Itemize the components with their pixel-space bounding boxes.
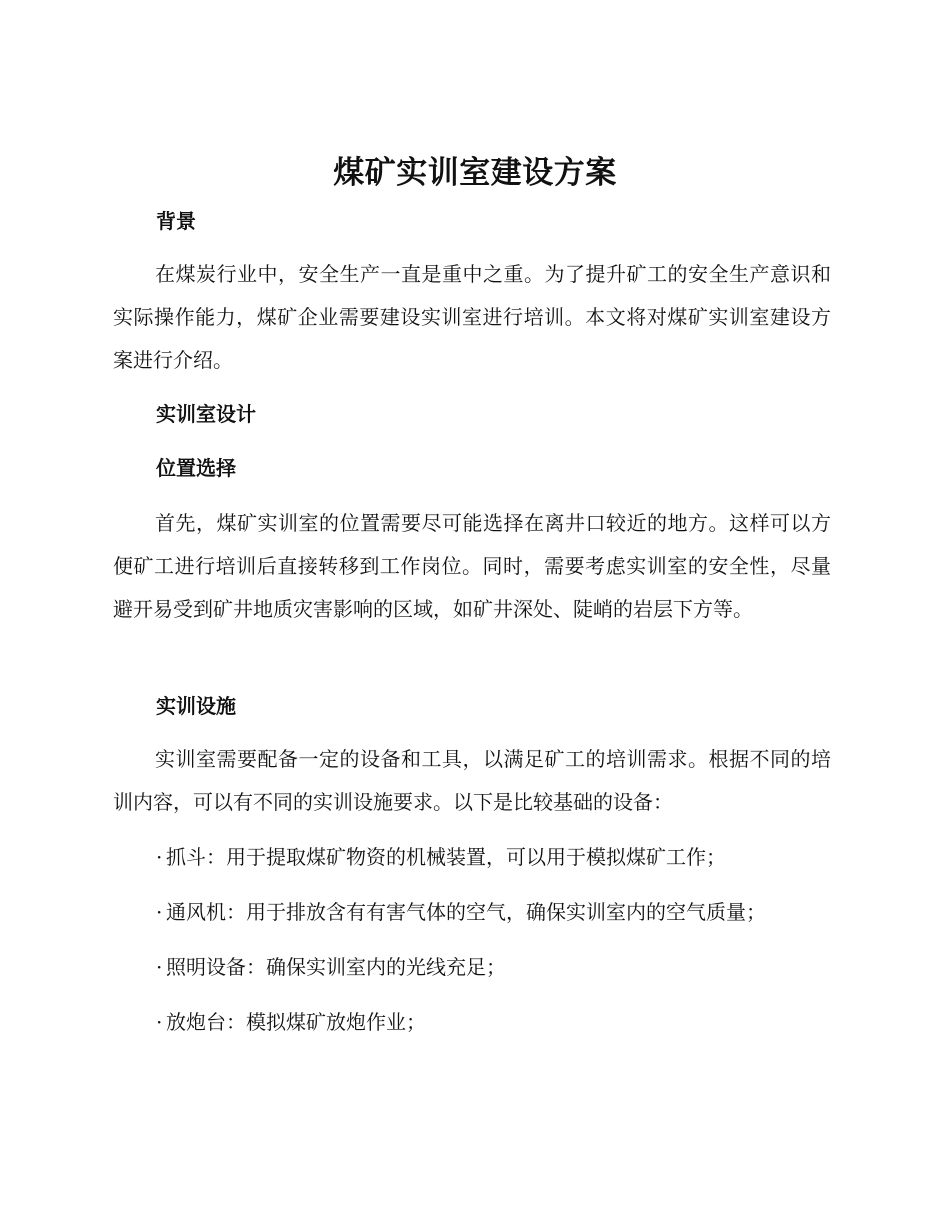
bullet-dot: · — [156, 845, 163, 869]
bullet-dot: · — [156, 955, 163, 979]
paragraph-location: 首先，煤矿实训室的位置需要尽可能选择在离井口较近的地方。这样可以方便矿工进行培训后直接转移到工作岗位。同时，需要考虑实训室的安全性，尽量避开易受到矿井地质灾害影响的区域，如矿井深处、陡峭的岩层下方等。 — [113, 511, 831, 621]
paragraph-facilities: 实训室需要配备一定的设备和工具，以满足矿工的培训需求。根据不同的培训内容，可以有不同的实训设施要求。以下是比较基础的设备： — [113, 747, 831, 814]
heading-location: 位置选择 — [156, 456, 236, 480]
heading-facilities: 实训设施 — [156, 694, 236, 718]
heading-design: 实训室设计 — [156, 402, 256, 426]
bullet-dot: · — [156, 1010, 163, 1034]
heading-background: 背景 — [156, 209, 196, 233]
bullet-dot: · — [156, 900, 163, 924]
document-title: 煤矿实训室建设方案 — [333, 155, 617, 191]
list-item-text: 照明设备：确保实训室内的光线充足； — [166, 955, 506, 979]
list-item-text: 通风机：用于排放含有有害气体的空气，确保实训室内的空气质量； — [166, 900, 766, 924]
list-item-text: 放炮台：模拟煤矿放炮作业； — [166, 1010, 426, 1034]
list-item — [156, 842, 726, 872]
list-item — [156, 952, 506, 982]
list-item — [156, 1007, 426, 1037]
paragraph-background: 在煤炭行业中，安全生产一直是重中之重。为了提升矿工的安全生产意识和实际操作能力，煤矿企业需要建设实训室进行培训。本文将对煤矿实训室建设方案进行介绍。 — [113, 262, 831, 372]
list-item — [156, 897, 766, 927]
list-item-text: 抓斗：用于提取煤矿物资的机械装置，可以用于模拟煤矿工作； — [166, 845, 726, 869]
